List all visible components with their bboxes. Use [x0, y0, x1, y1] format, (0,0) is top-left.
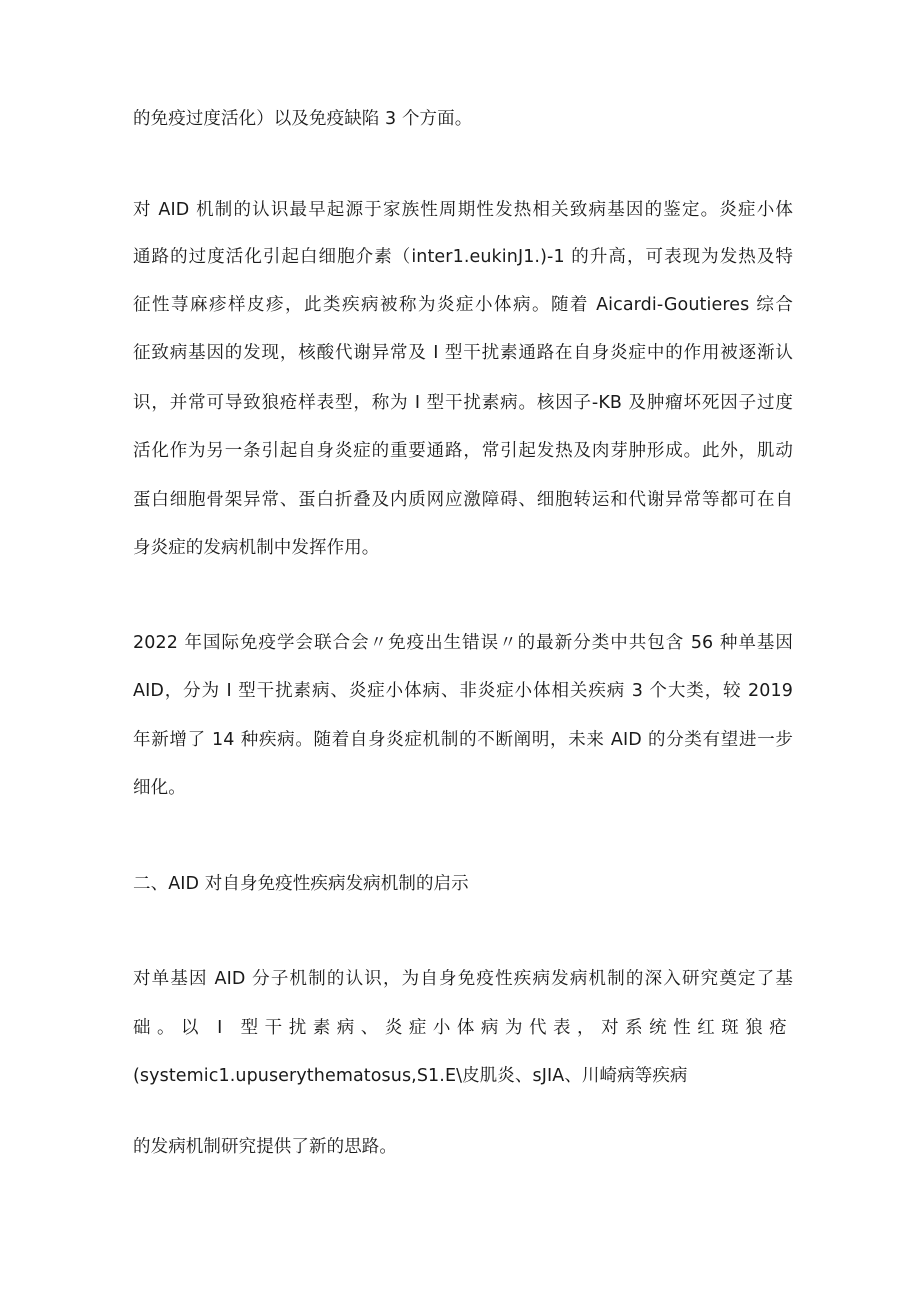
paragraph-3-line-3: (systemic1.upuserythematosus,S1.E\皮肌炎、sJIA、川崎病等疾病	[133, 1066, 688, 1086]
paragraph-1-line-6: 活化作为另一条引起自身炎症的重要通路，常引起发热及肉芽肿形成。此外，肌动	[133, 441, 793, 461]
paragraph-2-line-1: 2022 年国际免疫学会联合会〃免疫出生错误〃的最新分类中共包含 56 种单基因	[133, 633, 793, 653]
paragraph-0-line-1: 的免疫过度活化）以及免疫缺陷 3 个方面。	[133, 109, 473, 129]
paragraph-3-line-2: 础。以 I 型干扰素病、炎症小体病为代表，对系统性红斑狼疮	[133, 1018, 793, 1038]
paragraph-1-line-7: 蛋白细胞骨架异常、蛋白折叠及内质网应激障碍、细胞转运和代谢异常等都可在自	[133, 490, 793, 510]
paragraph-3-line-1: 对单基因 AID 分子机制的认识，为自身免疫性疾病发病机制的深入研究奠定了基	[133, 969, 793, 989]
paragraph-2-line-4: 细化。	[133, 778, 186, 798]
paragraph-1-line-5: 识，并常可导致狼疮样表型，称为 I 型干扰素病。核因子-KB 及肿瘤坏死因子过度	[133, 393, 793, 413]
paragraph-1-line-8: 身炎症的发病机制中发挥作用。	[133, 538, 380, 558]
paragraph-1-line-4: 征致病基因的发现，核酸代谢异常及 I 型干扰素通路在自身炎症中的作用被逐渐认	[133, 343, 793, 363]
paragraph-2-line-3: 年新增了 14 种疾病。随着自身炎症机制的不断阐明，未来 AID 的分类有望进一步	[133, 730, 793, 750]
paragraph-1-line-3: 征性荨麻疹样皮疹，此类疾病被称为炎症小体病。随着 Aicardi-Goutieres 综合	[133, 295, 793, 315]
paragraph-1-line-2: 通路的过度活化引起白细胞介素（inter1.eukinJ1.)-1 的升高，可表现为发热及特	[133, 247, 793, 267]
paragraph-2-line-2: AID，分为 I 型干扰素病、炎症小体病、非炎症小体相关疾病 3 个大类，较 2019	[133, 681, 793, 701]
section-heading-2: 二、AID 对自身免疫性疾病发病机制的启示	[133, 874, 469, 894]
paragraph-1-line-1: 对 AID 机制的认识最早起源于家族性周期性发热相关致病基因的鉴定。炎症小体	[133, 200, 793, 220]
paragraph-4-line-1: 的发病机制研究提供了新的思路。	[133, 1137, 397, 1157]
